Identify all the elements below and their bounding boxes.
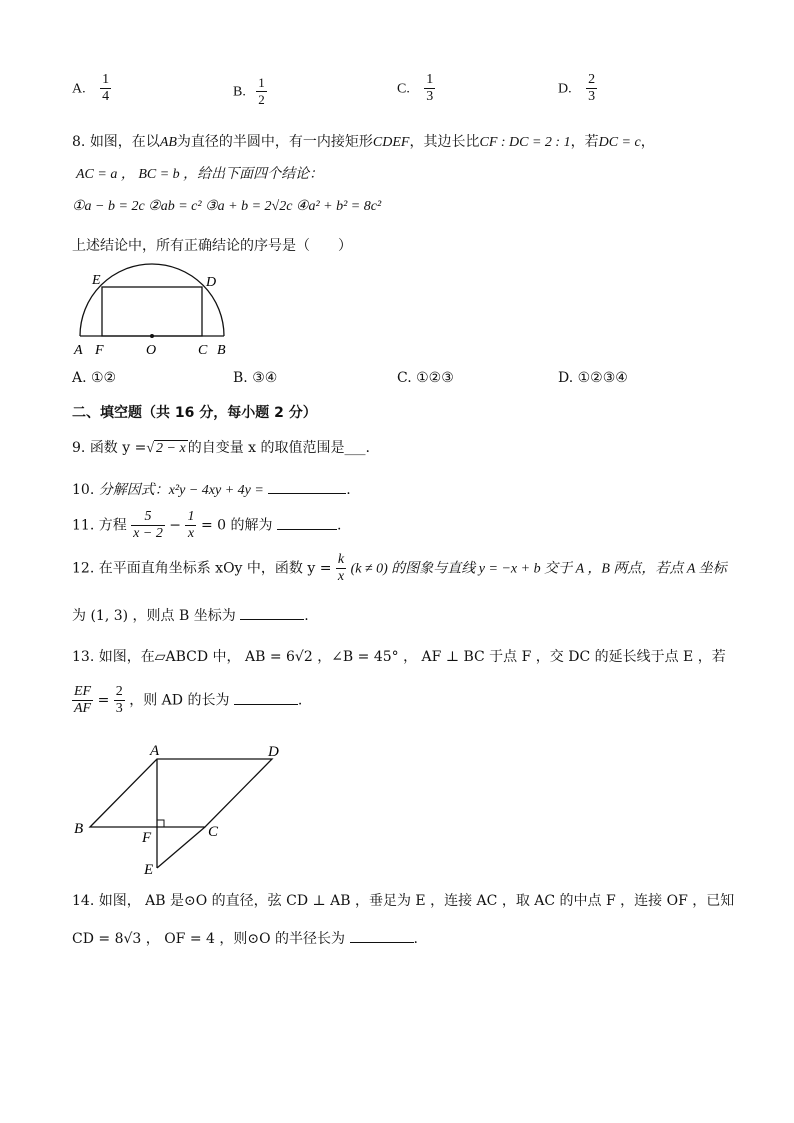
q8-question: 上述结论中，所有正确结论的序号是（ ） bbox=[72, 238, 352, 254]
label-a: A bbox=[150, 743, 160, 759]
label-f: F bbox=[142, 830, 152, 846]
label-o: O bbox=[146, 343, 157, 358]
center-o bbox=[150, 334, 154, 338]
q8-option-b: B. ③④ bbox=[233, 370, 278, 386]
q8-option-c: C. ①②③ bbox=[397, 370, 454, 386]
label-d: D bbox=[206, 275, 217, 290]
q7-option-c: C. $\frac{1}{3}$ bbox=[397, 72, 434, 104]
label-d: D bbox=[268, 744, 279, 760]
q8-option-a: A. ①② bbox=[72, 370, 117, 386]
q10-answer-blank bbox=[268, 479, 346, 494]
q8-option-d: D. ①②③④ bbox=[558, 370, 628, 386]
q9-line: 9. 函数 y =√ 2 − x 的自变量 x 的取值范围是___. bbox=[72, 440, 370, 456]
q7-option-b: B. $\frac{1}{2}$ bbox=[233, 75, 265, 107]
q12-line2: 为 (1, 3) ，则点 B 坐标为 . bbox=[72, 605, 309, 625]
rectangle-cdef bbox=[102, 287, 202, 336]
label-e: E bbox=[92, 273, 101, 288]
q7-option-a: A. $\frac{1}{4}$ bbox=[72, 72, 110, 104]
q13-line1: 13. 如图，在▱ABCD 中， AB = 6√2 ，∠B = 45° ， AF ⊥ BC 于点 F ，交 DC 的延长线于点 E ，若 bbox=[72, 649, 726, 665]
q13-line2: $\frac{EF}{AF}$ = $\frac{2}{3}$ ，则 AD 的长为 . bbox=[74, 684, 303, 716]
q13-parallelogram-figure bbox=[68, 740, 288, 880]
label-a: A bbox=[74, 343, 83, 358]
q7-option-d: D. $\frac{2}{3}$ bbox=[558, 72, 596, 104]
q12-answer-blank bbox=[240, 605, 304, 620]
q11-line: 11. 方程 $\frac{5}{x - 2}$ − $\frac{1}{x}$ = 0 的解为 . bbox=[72, 509, 342, 541]
section-heading: 二、填空题（共 16 分，每小题 2 分） bbox=[72, 405, 317, 421]
q8-line2: AC = a ， BC = b ，给出下面四个结论： bbox=[76, 167, 324, 182]
q11-answer-blank bbox=[277, 515, 337, 530]
label-e: E bbox=[144, 862, 154, 878]
parallelogram-abcd bbox=[90, 759, 272, 827]
label-f: F bbox=[95, 343, 104, 358]
q8-line1: 8. 如图，在以AB为直径的半圆中，有一内接矩形CDEF，其边长比CF : DC = 2 : 1，若DC = c， bbox=[72, 134, 655, 150]
label-b: B bbox=[217, 343, 226, 358]
q14-line1: 14. 如图， AB 是⊙O 的直径，弦 CD ⊥ AB ，垂足为 E ，连接 AC ，取 AC 的中点 F ，连接 OF ，已知 bbox=[72, 893, 735, 909]
label-c: C bbox=[198, 343, 208, 358]
q8-semicircle-figure bbox=[70, 262, 240, 360]
segment-ce bbox=[157, 827, 205, 868]
q12-line1: 12. 在平面直角坐标系 xOy 中，函数 y = $\frac{k}{x}$ (k ≠ 0) 的图象与直线 y = −x + b 交于 A ，B 两点，若点 A 坐标 bbox=[72, 552, 727, 584]
q13-answer-blank bbox=[234, 690, 298, 705]
q14-line2: CD = 8√3 ， OF = 4 ，则⊙O 的半径长为 . bbox=[72, 928, 418, 948]
label-c: C bbox=[208, 824, 219, 840]
label-b: B bbox=[74, 821, 84, 837]
q8-conclusions: ①a − b = 2c ②ab = c² ③a + b = 2√2c ④a² + b² = 8c² bbox=[72, 199, 382, 214]
q14-answer-blank bbox=[350, 928, 414, 943]
q10-line: 10. 分解因式：x²y − 4xy + 4y = . bbox=[72, 479, 351, 499]
right-angle-mark bbox=[157, 820, 164, 827]
